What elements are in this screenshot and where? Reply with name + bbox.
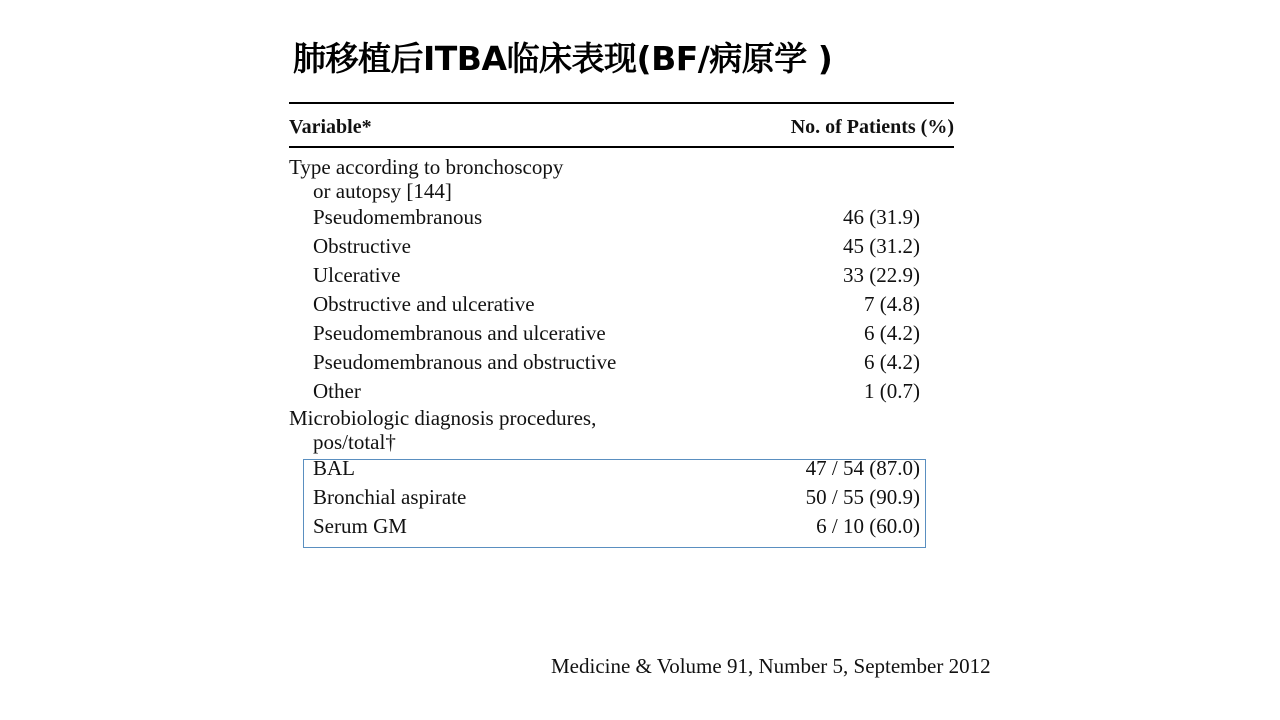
slide-title: 肺移植后ITBA临床表现(BF/病原学 ) — [293, 39, 833, 78]
citation: Medicine & Volume 91, Number 5, September 2012 — [551, 654, 991, 678]
row-value: 33 (22.9) — [843, 263, 920, 287]
row-label: Serum GM — [313, 514, 407, 538]
table-row — [289, 377, 954, 406]
row-value: 50 / 55 (90.9) — [805, 485, 920, 509]
row-value: 46 (31.9) — [843, 205, 920, 229]
row-label: BAL — [313, 456, 355, 480]
row-label: Pseudomembranous and obstructive — [313, 350, 617, 374]
row-label: Pseudomembranous — [313, 205, 483, 229]
table-header — [289, 104, 954, 146]
row-label: Pseudomembranous and ulcerative — [313, 321, 606, 345]
table-row — [289, 203, 954, 232]
section-title-line1: Microbiologic diagnosis procedures, — [289, 406, 597, 430]
section-title-line1: Type according to bronchoscopy — [289, 155, 564, 179]
table-row — [289, 348, 954, 377]
row-value: 47 / 54 (87.0) — [805, 456, 920, 480]
row-label: Obstructive and ulcerative — [313, 292, 535, 316]
section-title-line2: or autopsy [144] — [313, 179, 452, 203]
row-label: Bronchial aspirate — [313, 485, 467, 509]
row-value: 45 (31.2) — [843, 234, 920, 258]
row-label: Other — [313, 379, 361, 403]
highlight-box — [303, 459, 926, 548]
table-row — [289, 319, 954, 348]
table-row — [289, 261, 954, 290]
row-value: 6 (4.2) — [864, 321, 920, 345]
header-patients: No. of Patients (%) — [790, 115, 954, 138]
row-label: Obstructive — [313, 234, 411, 258]
section-title-line2: pos/total† — [313, 430, 396, 454]
row-value: 6 / 10 (60.0) — [816, 514, 920, 538]
row-value: 7 (4.8) — [864, 292, 920, 316]
table-row — [289, 232, 954, 261]
row-label: Ulcerative — [313, 263, 401, 287]
table-row — [289, 290, 954, 319]
row-value: 1 (0.7) — [864, 379, 920, 403]
section-microbiologic — [289, 406, 954, 454]
header-variable: Variable* — [289, 115, 372, 138]
row-value: 6 (4.2) — [864, 350, 920, 374]
section-bronchoscopy-type — [289, 148, 954, 203]
